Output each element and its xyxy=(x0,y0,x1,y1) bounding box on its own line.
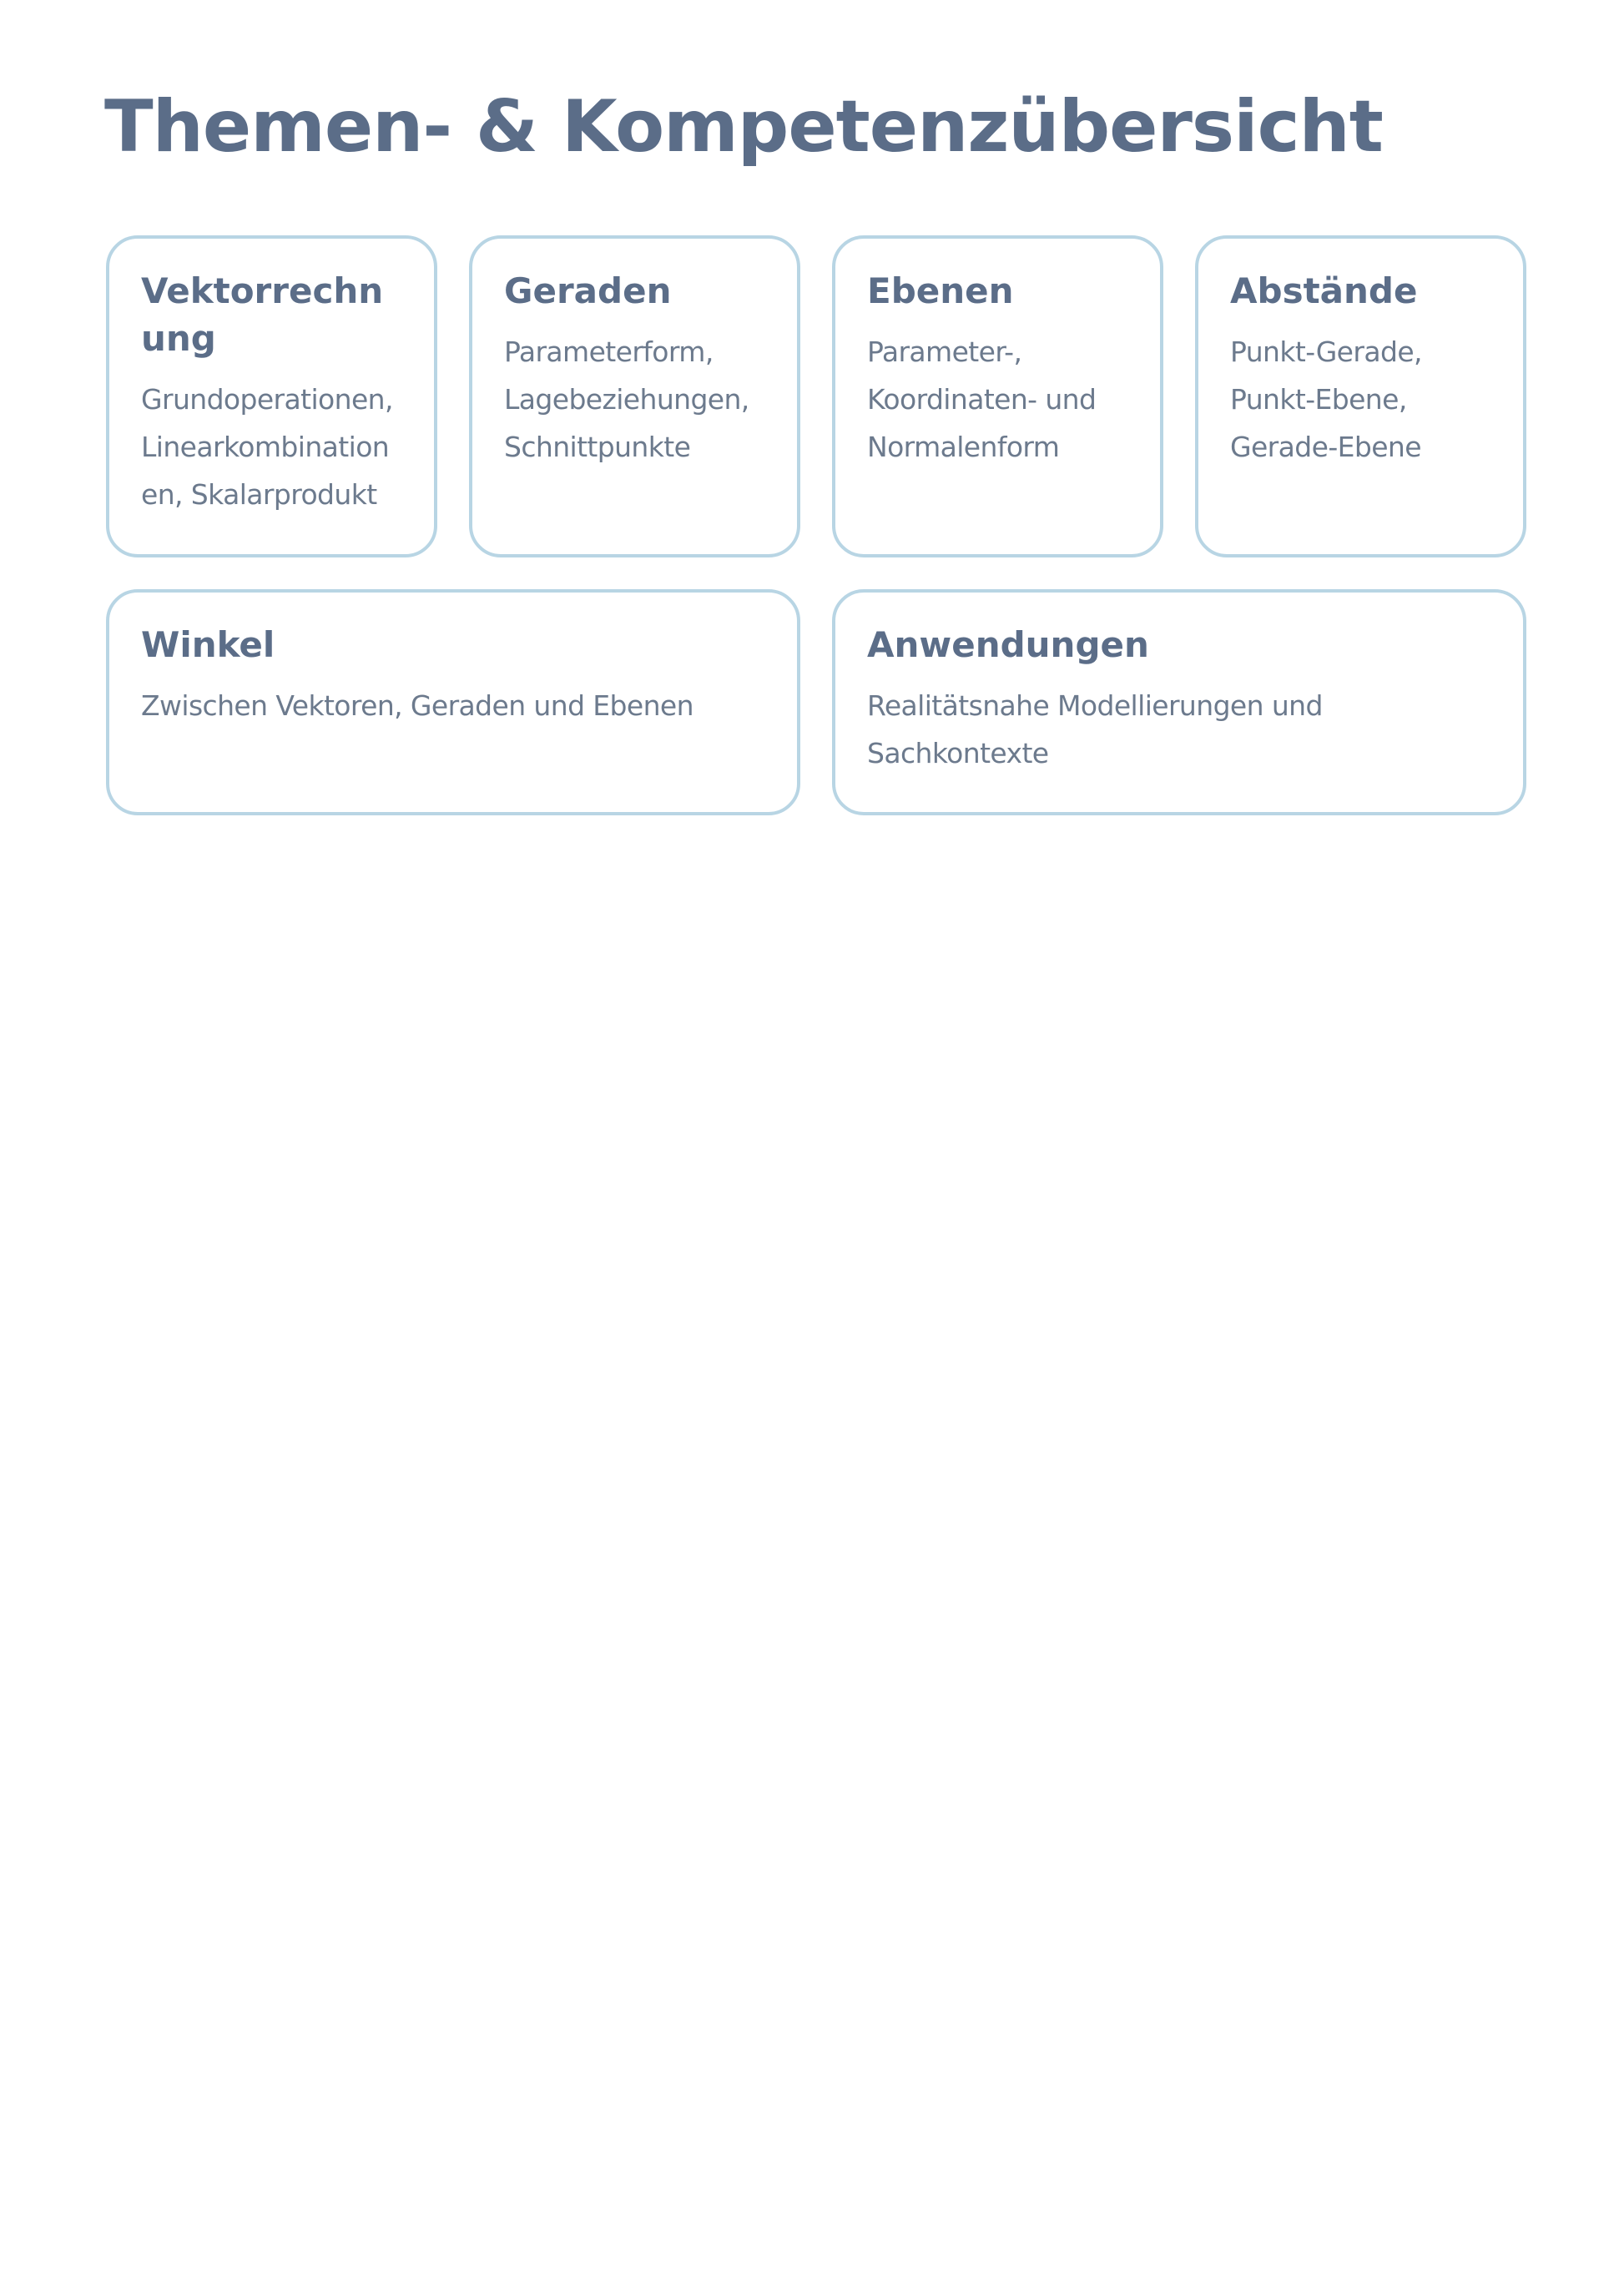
topic-card-description: Realitätsnahe Modellierungen und Sachkontexte xyxy=(867,689,1323,769)
topic-card-title: Geraden xyxy=(504,270,672,311)
topic-card-description: Parameterform, Lagebeziehungen, Schnittpunkte xyxy=(504,335,749,463)
topic-card-description: Zwischen Vektoren, Geraden und Ebenen xyxy=(141,689,693,722)
topic-card-vektorrechnung xyxy=(106,235,437,557)
topic-card-winkel xyxy=(106,589,800,815)
topic-card-anwendungen xyxy=(832,589,1526,815)
topic-card-title: Abstände xyxy=(1230,270,1418,311)
page-title: Themen- & Kompetenzübersicht xyxy=(104,85,1383,169)
topic-card-title: Vektorrechnung xyxy=(141,270,384,359)
topic-card-geraden xyxy=(469,235,800,557)
topic-card-title: Anwendungen xyxy=(867,624,1149,665)
topic-card-abstaende xyxy=(1195,235,1526,557)
topic-card-description: Grundoperationen, Linearkombinationen, Skalarprodukt xyxy=(141,383,393,511)
topic-card-title: Winkel xyxy=(141,624,275,665)
topic-card-description: Punkt-Gerade, Punkt-Ebene, Gerade-Ebene xyxy=(1230,335,1422,463)
topic-card-title: Ebenen xyxy=(867,270,1014,311)
topic-card-description: Parameter-, Koordinaten- und Normalenform xyxy=(867,335,1097,463)
topic-card-ebenen xyxy=(832,235,1163,557)
